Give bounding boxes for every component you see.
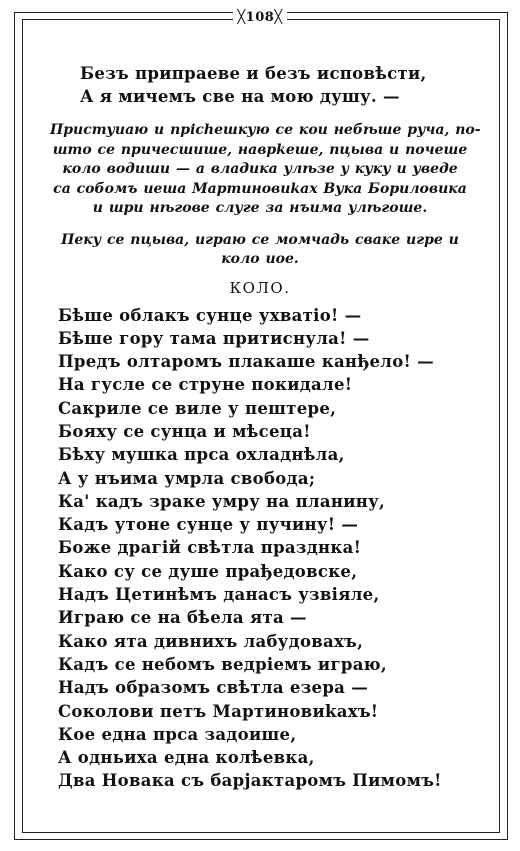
stage-direction-line: и шри нѣгове слуге за нъима улѣгоше. xyxy=(92,200,428,216)
poem-line: Надъ Цетинѣмъ данасъ узвіяле, xyxy=(58,585,380,605)
stage-direction-line: са собомъ иеша Мартиновиkаx Вука Бориловика xyxy=(53,180,467,197)
poem-line: Играю се на бѣела ята — xyxy=(58,608,307,628)
poem-line: Надъ образомъ свѣтла езера — xyxy=(58,678,368,698)
stage-direction-line: коло водиши — а владика улѣзе у куку и уведе xyxy=(62,161,458,177)
page-number xyxy=(233,11,286,24)
ornament-left-icon: ╳ xyxy=(237,10,246,25)
poem-line: Бояху се сунца и мѣсеца! xyxy=(58,421,311,441)
verse-line: А я мичемъ све на мою душу. — xyxy=(80,87,400,106)
section-title: КОЛО. xyxy=(229,278,291,297)
page-content xyxy=(50,62,481,793)
poem-line: Кое една прса задоише, xyxy=(58,724,297,744)
verse-line: Безъ припраеве и безъ исповѣсти, xyxy=(80,64,427,83)
poem-line: А у нъима умрла свобода; xyxy=(58,468,316,488)
poem-line: Соколови петъ Мартиновиkаxъ! xyxy=(58,701,379,721)
stage-direction-line: што се причесшише, наврkеше, пцыва и почеше xyxy=(52,141,468,158)
stage-direction xyxy=(50,121,481,219)
opening-verse xyxy=(80,62,470,108)
poem-line: Сакриле се виле у пештере, xyxy=(58,398,337,418)
poem-line: Како су се душе прађедовске, xyxy=(58,561,358,581)
stage-direction xyxy=(50,231,470,270)
stage-direction-line: коло иое. xyxy=(221,251,299,267)
poem-line: Како ята дивнихъ лабудовахъ, xyxy=(58,631,364,651)
poem-line: Кадъ утоне сунце у пучину! — xyxy=(58,515,359,535)
poem-line: Бѣше облакъ сунце ухватіо! — xyxy=(58,305,362,325)
poem-line: Бѣше гору тама притиснула! — xyxy=(58,328,370,348)
poem-line: А одньиха една колѣевка, xyxy=(58,748,315,768)
poem-line: На гусле се струне покидале! xyxy=(58,375,353,395)
poem-line: Боже драгій свѣтла празднка! xyxy=(58,538,362,558)
poem-line: Предъ олтаромъ плакаше канђело! — xyxy=(58,352,434,372)
page-number-text: 108 xyxy=(245,10,275,25)
stage-direction-line: Пеку се пцыва, играю се момчадь свакe игре и xyxy=(61,231,459,248)
poem-line: Два Новака съ барјактаромъ Пимомъ! xyxy=(58,771,442,791)
ornament-right-icon: ╳ xyxy=(274,10,283,25)
poem-line: Кадъ се небомъ ведріемъ играю, xyxy=(58,654,387,674)
poem-line: Бѣху мушка прса охладнѣла, xyxy=(58,445,345,465)
poem xyxy=(58,304,470,793)
stage-direction-line: Пристуиаю и прicheшкую се кои небѣше руча, по- xyxy=(50,122,481,138)
poem-line: Ка' кадъ зраке умру на планину, xyxy=(58,491,386,511)
page-number-header xyxy=(0,8,520,24)
